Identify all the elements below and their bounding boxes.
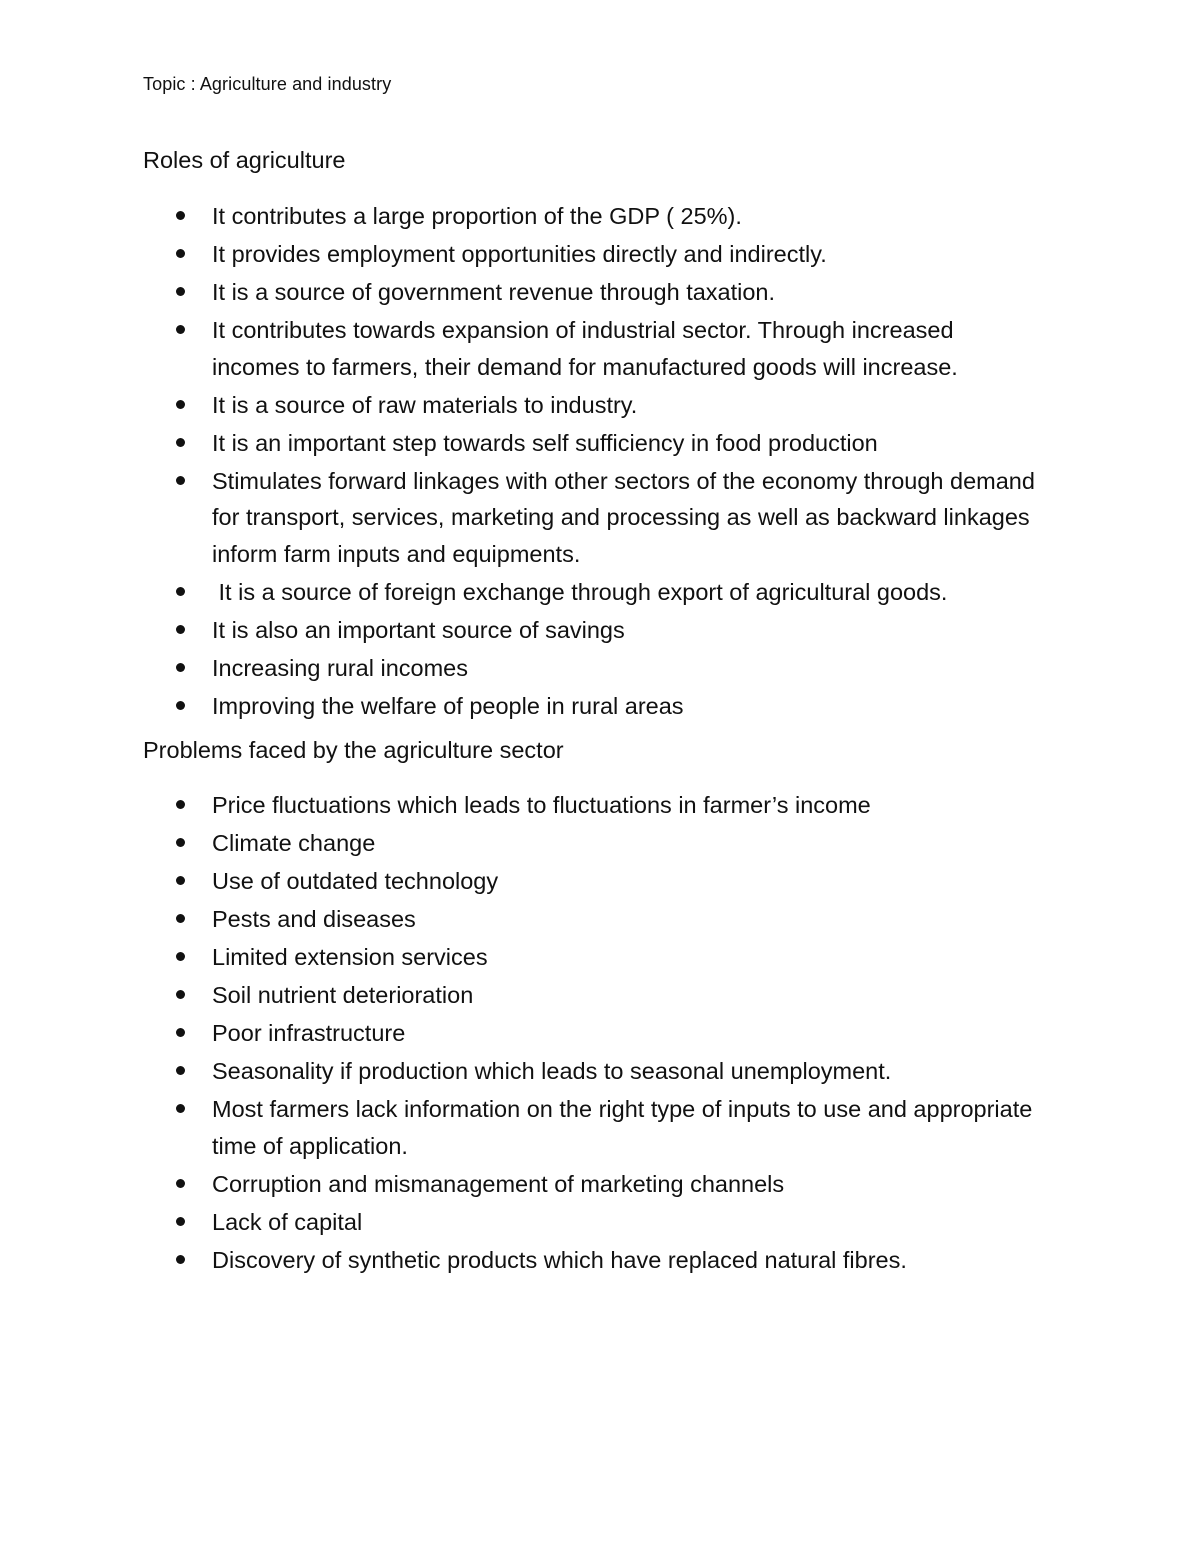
list-item (0, 574, 1042, 611)
list-item-text: Price fluctuations which leads to fluctuations in farmer’s income (212, 792, 871, 818)
bullet-icon (176, 249, 185, 258)
list-item (0, 274, 1042, 311)
list-item (0, 1053, 1042, 1090)
list-item-text: It is a source of government revenue through taxation. (212, 279, 776, 305)
list-item (0, 612, 1042, 649)
list-item (0, 787, 1042, 824)
bullet-icon (176, 1255, 185, 1264)
bullet-icon (176, 838, 185, 847)
list-item-text: Seasonality if production which leads to seasonal unemployment. (212, 1058, 892, 1084)
list-item (0, 650, 1042, 687)
bullet-icon (176, 400, 185, 409)
problems-list (0, 787, 1200, 1280)
bullet-icon (176, 1066, 185, 1075)
list-item-text: Improving the welfare of people in rural areas (212, 692, 684, 719)
list-item (0, 1166, 1042, 1203)
list-item-text: Soil nutrient deterioration (212, 982, 474, 1008)
bullet-icon (176, 211, 185, 220)
roles-list (0, 198, 1200, 726)
list-item (0, 312, 1042, 385)
list-item (0, 425, 1042, 462)
roles-heading: Roles of agriculture (143, 147, 346, 173)
list-item-text: Lack of capital (212, 1208, 363, 1235)
bullet-icon (176, 990, 185, 999)
list-item-text: Pests and diseases (212, 906, 416, 932)
list-item (0, 198, 1042, 235)
list-item-text: Climate change (212, 830, 376, 856)
list-item-text: Corruption and mismanagement of marketing channels (212, 1170, 785, 1197)
bullet-icon (176, 914, 185, 923)
list-item (0, 863, 1042, 900)
list-item-text: Stimulates forward linkages with other sectors of the economy through demand for transport, services, marketing and processing as well as backward linkages inform farm inputs and equipments. (212, 467, 1035, 567)
bullet-icon (176, 625, 185, 634)
list-item (0, 1015, 1042, 1052)
topic-title: Topic : Agriculture and industry (143, 74, 392, 94)
bullet-icon (176, 438, 185, 447)
list-item-text: It is also an important source of savings (212, 616, 625, 643)
bullet-icon (176, 1104, 185, 1113)
list-item (0, 387, 1042, 424)
list-item-text: Discovery of synthetic products which have replaced natural fibres. (212, 1246, 907, 1273)
list-item (0, 939, 1042, 976)
list-item (0, 901, 1042, 938)
list-item (0, 236, 1042, 273)
list-item-text: Use of outdated technology (212, 868, 499, 894)
list-item (0, 1204, 1042, 1241)
list-item-text: Poor infrastructure (212, 1020, 406, 1046)
list-item (0, 977, 1042, 1014)
bullet-icon (176, 800, 185, 809)
problems-heading: Problems faced by the agriculture sector (143, 737, 564, 763)
bullet-icon (176, 701, 185, 710)
list-item-text: It contributes towards expansion of industrial sector. Through increased incomes to farmers, their demand for manufactured goods will increase. (212, 317, 958, 380)
bullet-icon (176, 876, 185, 885)
bullet-icon (176, 1217, 185, 1226)
bullet-icon (176, 287, 185, 296)
list-item-text: It is an important step towards self sufficiency in food production (212, 429, 878, 456)
list-item-text: It provides employment opportunities directly and indirectly. (212, 241, 827, 267)
list-item-text: Most farmers lack information on the right type of inputs to use and appropriate time of application. (212, 1096, 1033, 1159)
bullet-icon (176, 952, 185, 961)
list-item (0, 825, 1042, 862)
bullet-icon (176, 1179, 185, 1188)
bullet-icon (176, 587, 185, 596)
list-item-text: It is a source of raw materials to industry. (212, 391, 638, 418)
list-item-text: It is a source of foreign exchange through export of agricultural goods. (212, 578, 948, 605)
bullet-icon (176, 325, 185, 334)
bullet-icon (176, 1028, 185, 1037)
list-item (0, 463, 1042, 573)
list-item (0, 1091, 1042, 1164)
list-item-text: Limited extension services (212, 944, 488, 970)
bullet-icon (176, 663, 185, 672)
list-item (0, 1242, 1042, 1279)
list-item-text: Increasing rural incomes (212, 654, 468, 681)
bullet-icon (176, 476, 185, 485)
list-item-text: It contributes a large proportion of the GDP ( 25%). (212, 203, 742, 229)
list-item (0, 688, 1042, 725)
